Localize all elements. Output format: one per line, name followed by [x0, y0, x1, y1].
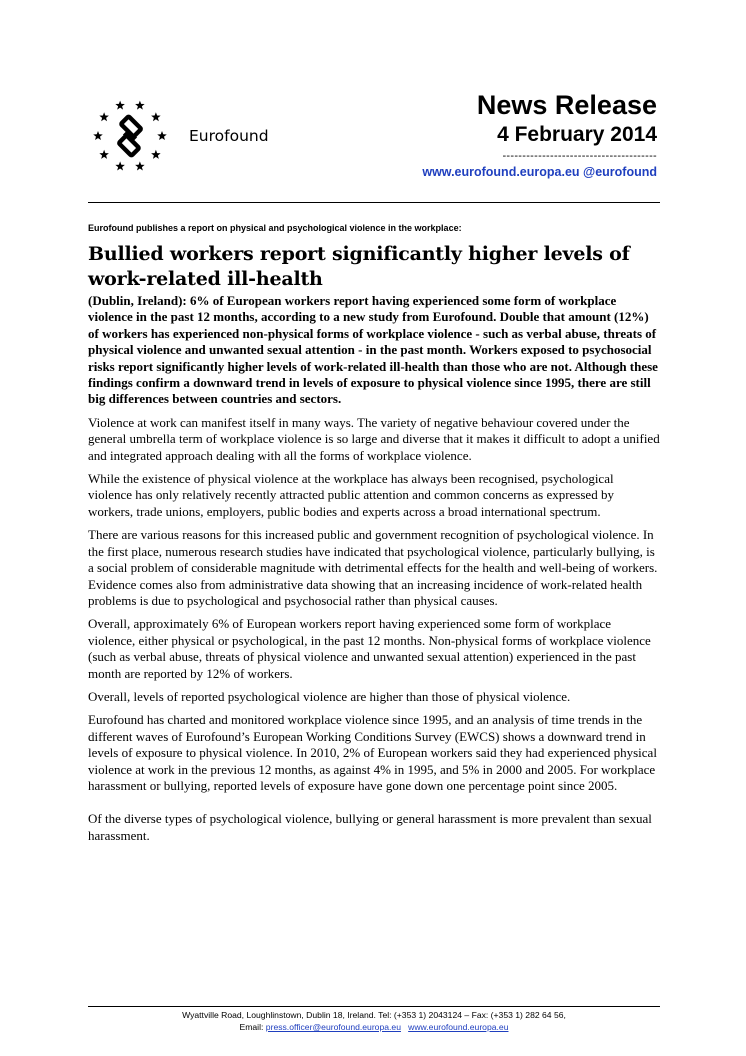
footer-address: Wyattville Road, Loughlinstown, Dublin 18, Ireland. Tel: (+353 1) 2043124 – Fax: (+353 1) 282 64 56,	[182, 1010, 566, 1020]
star-icon	[115, 101, 125, 110]
eu-star-circle-icon	[90, 96, 185, 176]
email-link[interactable]: press.officer@eurofound.europa.eu	[265, 1022, 401, 1032]
kicker: Eurofound publishes a report on physical and psychological violence in the workplace:	[88, 223, 462, 233]
dashed-separator: ---------------------------------------	[502, 150, 657, 162]
paragraph-2: While the existence of physical violence at the workplace has always been recognised, psychological violence has only relatively recently attracted public attention and common concerns as expressed by workers, trade unions, employers, public bodies and experts across a broad international spectrum.	[88, 471, 614, 519]
footer	[88, 1009, 660, 1033]
website-link[interactable]: www.eurofound.europa.eu	[408, 1022, 509, 1032]
email-label: Email:	[239, 1022, 264, 1032]
footer-contacts	[88, 1021, 660, 1033]
paragraph-1: Violence at work can manifest itself in many ways. The variety of negative behaviour covered under the general umbrella term of workplace violence is so large and diverse that it makes it difficult to adopt a unified and integrated approach dealing with all the forms of workplace violence.	[88, 414, 660, 463]
footer-divider	[88, 1006, 660, 1007]
release-date: 4 February 2014	[497, 123, 657, 146]
header-block	[422, 88, 657, 181]
star-icon	[157, 131, 167, 140]
star-icon	[151, 112, 161, 121]
header-links[interactable]: www.eurofound.europa.eu @eurofound	[422, 165, 657, 179]
star-icon	[151, 150, 161, 159]
headline: Bullied workers report significantly higher levels of work-related ill-health	[88, 243, 630, 290]
page-title: News Release	[476, 90, 657, 120]
star-icon	[99, 150, 109, 159]
star-icon	[93, 131, 103, 140]
star-icon	[99, 112, 109, 121]
eurofound-logo[interactable]	[90, 96, 280, 176]
star-icon	[115, 161, 125, 170]
header-divider	[88, 202, 660, 203]
star-icon	[135, 101, 145, 110]
lede-paragraph: (Dublin, Ireland): 6% of European workers report having experienced some form of workplace violence in the past 12 months, according to a new study from Eurofound. Double that amount (12%) of workers has experienced non-physical forms of workplace violence - such as verbal abuse, threats of physical violence and unwanted sexual attention - in the past month. Workers exposed to psychosocial risks report significantly higher levels of work-related ill-health than those who are not. Although these findings confirm a downward trend in levels of exposure to physical violence since 1995, there are still big differences between countries and sectors.	[88, 293, 658, 407]
star-icon	[135, 161, 145, 170]
paragraph-7: Of the diverse types of psychological violence, bullying or general harassment is more prevalent than sexual harassment.	[88, 811, 652, 843]
logo-wordmark: Eurofound	[189, 127, 269, 145]
paragraph-5: Overall, levels of reported psychological violence are higher than those of physical violence.	[88, 688, 571, 704]
paragraph-3: There are various reasons for this increased public and government recognition of psychological violence. In the first place, numerous research studies have indicated that psychological violence, particularly bullying, is a social problem of considerable magnitude with detrimental effects for the health and well-being of workers. Evidence comes also from administrative data showing that an increasing incidence of work-related health problems is due to psychological and psychosocial rather than physical causes.	[88, 527, 658, 608]
chain-link-icon	[110, 116, 150, 156]
paragraph-6: Eurofound has charted and monitored workplace violence since 1995, and an analysis of time trends in the different waves of Eurofound’s European Working Conditions Survey (EWCS) shows a downward trend in levels of exposure to physical violence. In 2010, 2% of European workers said they had experienced physical violence at work in the previous 12 months, as against 4% in 1995, and 5% in 2000 and 2005. For workplace harassment or bullying, reported levels of exposure have gone down one percentage point since 2005.	[88, 712, 657, 793]
paragraph-4: Overall, approximately 6% of European workers report having experienced some form of workplace violence, either physical or psychological, in the past 12 months. Non-physical forms of workplace violence (such as verbal abuse, threats of physical violence and unwanted sexual attention) experienced in the past month are reported by 12% of workers.	[88, 616, 651, 681]
article-body	[88, 221, 660, 844]
